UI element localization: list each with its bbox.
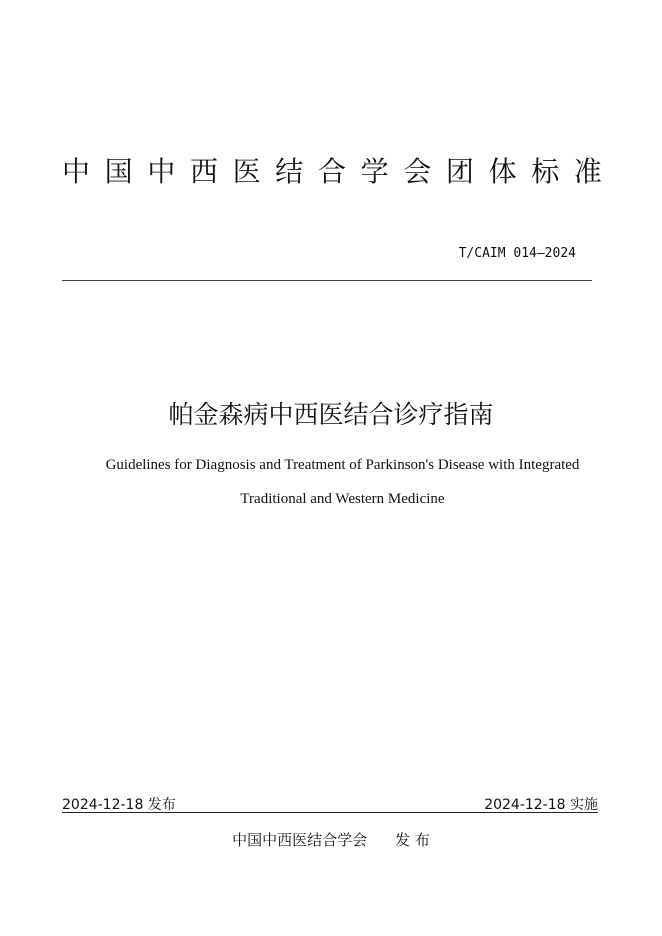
header-char: 学: [360, 155, 389, 188]
header-divider: [62, 280, 592, 281]
organization-standard-header: [62, 150, 602, 194]
implementation-date: 2024-12-18 实施: [484, 797, 598, 813]
publisher-name: 中国中西医结合学会: [232, 831, 368, 849]
header-char: 结: [275, 155, 304, 188]
document-title-chinese: 帕金森病中西医结合诊疗指南: [168, 400, 494, 429]
header-char: 国: [104, 155, 133, 188]
publisher-action: 发 布: [395, 831, 430, 849]
header-char: 标: [531, 155, 560, 188]
header-char: 中: [62, 155, 91, 188]
header-char: 合: [317, 155, 346, 188]
header-char: 准: [573, 155, 602, 188]
title-english-line-1: Guidelines for Diagnosis and Treatment of Parkinson's Disease with Integrated: [105, 457, 580, 473]
header-char: 西: [189, 155, 218, 188]
standard-code: T/CAIM 014—2024: [458, 246, 576, 261]
header-char: 团: [445, 155, 474, 188]
header-char: 体: [488, 155, 517, 188]
publish-date: 2024-12-18 发布: [62, 797, 176, 813]
header-char: 医: [232, 155, 261, 188]
document-title-english: [70, 448, 615, 516]
publisher-line: [0, 830, 662, 850]
header-char: 中: [147, 155, 176, 188]
header-char: 会: [403, 155, 432, 188]
title-english-line-2: Traditional and Western Medicine: [240, 491, 445, 507]
footer-divider: [62, 812, 598, 813]
